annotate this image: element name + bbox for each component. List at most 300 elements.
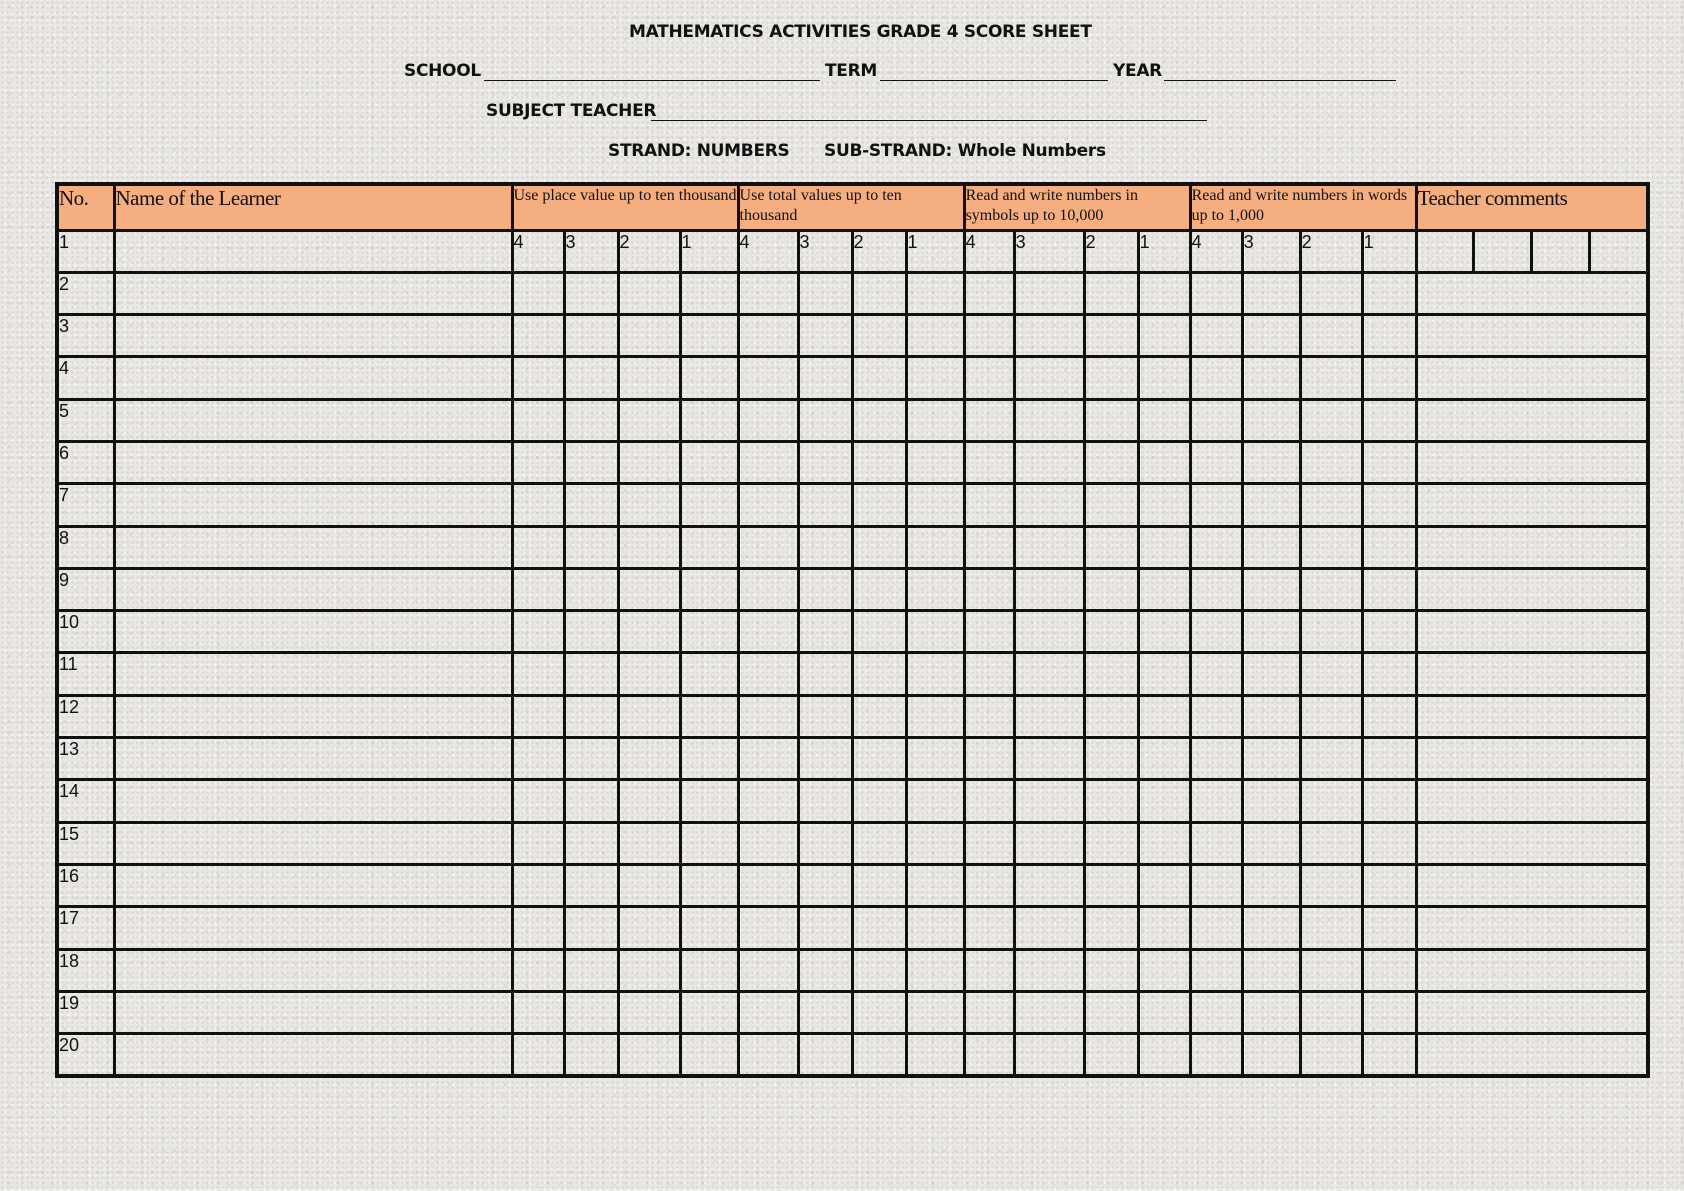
score-cell[interactable] [512, 568, 564, 610]
score-cell[interactable] [1014, 991, 1084, 1033]
score-cell[interactable] [1014, 526, 1084, 568]
score-level-cell[interactable]: 2 [1300, 230, 1362, 272]
score-cell[interactable] [852, 399, 906, 441]
score-cell[interactable] [1138, 484, 1190, 526]
score-cell[interactable] [1138, 441, 1190, 483]
score-cell[interactable] [1362, 315, 1416, 357]
score-cell[interactable] [1190, 738, 1242, 780]
subject-teacher-field-line[interactable] [651, 120, 1207, 121]
score-cell[interactable] [738, 441, 798, 483]
score-cell[interactable] [1084, 399, 1138, 441]
score-cell[interactable] [1362, 949, 1416, 991]
score-cell[interactable] [512, 653, 564, 695]
score-cell[interactable] [964, 441, 1014, 483]
score-cell[interactable] [564, 991, 618, 1033]
score-cell[interactable] [798, 315, 852, 357]
score-cell[interactable] [1138, 315, 1190, 357]
score-cell[interactable] [738, 272, 798, 314]
score-cell[interactable] [1242, 611, 1300, 653]
score-cell[interactable] [738, 1034, 798, 1076]
score-cell[interactable] [1242, 864, 1300, 906]
score-cell[interactable] [680, 315, 738, 357]
score-cell[interactable] [906, 991, 964, 1033]
score-cell[interactable] [1138, 611, 1190, 653]
score-cell[interactable] [1300, 568, 1362, 610]
score-cell[interactable] [798, 1034, 852, 1076]
score-cell[interactable] [1014, 949, 1084, 991]
score-cell[interactable] [618, 822, 680, 864]
learner-name-cell[interactable] [114, 991, 512, 1033]
score-cell[interactable] [618, 695, 680, 737]
score-cell[interactable] [680, 1034, 738, 1076]
score-cell[interactable] [1014, 907, 1084, 949]
teacher-comments-cell[interactable] [1416, 1034, 1648, 1076]
score-cell[interactable] [738, 611, 798, 653]
score-cell[interactable] [1138, 907, 1190, 949]
score-cell[interactable] [618, 949, 680, 991]
score-cell[interactable] [618, 484, 680, 526]
score-cell[interactable] [512, 526, 564, 568]
teacher-comments-cell[interactable] [1416, 822, 1648, 864]
learner-name-cell[interactable] [114, 441, 512, 483]
score-cell[interactable] [1362, 695, 1416, 737]
score-cell[interactable] [906, 864, 964, 906]
score-cell[interactable] [1242, 272, 1300, 314]
score-cell[interactable] [1300, 949, 1362, 991]
score-cell[interactable] [512, 738, 564, 780]
score-cell[interactable] [618, 907, 680, 949]
score-cell[interactable] [1084, 611, 1138, 653]
teacher-comments-cell[interactable] [1416, 441, 1648, 483]
score-cell[interactable] [738, 568, 798, 610]
score-cell[interactable] [1014, 399, 1084, 441]
score-cell[interactable] [512, 315, 564, 357]
score-cell[interactable] [1242, 822, 1300, 864]
score-cell[interactable] [564, 822, 618, 864]
learner-name-cell[interactable] [114, 568, 512, 610]
score-cell[interactable] [680, 484, 738, 526]
score-cell[interactable] [1300, 653, 1362, 695]
learner-name-cell[interactable] [114, 822, 512, 864]
score-cell[interactable] [1084, 315, 1138, 357]
score-cell[interactable] [1362, 738, 1416, 780]
score-cell[interactable] [564, 526, 618, 568]
score-cell[interactable] [680, 526, 738, 568]
score-cell[interactable] [852, 611, 906, 653]
learner-name-cell[interactable] [114, 864, 512, 906]
score-cell[interactable] [1014, 864, 1084, 906]
score-cell[interactable] [1300, 738, 1362, 780]
score-cell[interactable] [906, 907, 964, 949]
score-cell[interactable] [906, 1034, 964, 1076]
score-cell[interactable] [512, 1034, 564, 1076]
score-cell[interactable] [1084, 864, 1138, 906]
score-level-cell[interactable]: 4 [512, 230, 564, 272]
score-cell[interactable] [906, 526, 964, 568]
score-cell[interactable] [798, 568, 852, 610]
score-cell[interactable] [512, 907, 564, 949]
score-cell[interactable] [906, 357, 964, 399]
score-cell[interactable] [1242, 441, 1300, 483]
score-cell[interactable] [738, 822, 798, 864]
score-cell[interactable] [1242, 991, 1300, 1033]
score-cell[interactable] [1138, 399, 1190, 441]
score-cell[interactable] [1014, 822, 1084, 864]
score-cell[interactable] [964, 780, 1014, 822]
score-cell[interactable] [1084, 357, 1138, 399]
teacher-comments-cell[interactable] [1416, 399, 1648, 441]
score-cell[interactable] [1138, 653, 1190, 695]
learner-name-cell[interactable] [114, 526, 512, 568]
score-cell[interactable] [1300, 822, 1362, 864]
score-cell[interactable] [618, 991, 680, 1033]
score-cell[interactable] [1300, 526, 1362, 568]
score-cell[interactable] [1362, 441, 1416, 483]
score-cell[interactable] [680, 399, 738, 441]
score-cell[interactable] [738, 357, 798, 399]
score-cell[interactable] [1138, 526, 1190, 568]
score-cell[interactable] [680, 653, 738, 695]
score-cell[interactable] [852, 695, 906, 737]
score-cell[interactable] [512, 949, 564, 991]
score-cell[interactable] [1190, 441, 1242, 483]
score-cell[interactable] [1014, 568, 1084, 610]
score-cell[interactable] [852, 822, 906, 864]
score-level-cell[interactable]: 4 [738, 230, 798, 272]
score-cell[interactable] [1190, 653, 1242, 695]
learner-name-cell[interactable] [114, 272, 512, 314]
score-cell[interactable] [564, 653, 618, 695]
score-cell[interactable] [1014, 653, 1084, 695]
teacher-comments-cell[interactable] [1416, 864, 1648, 906]
score-cell[interactable] [964, 315, 1014, 357]
learner-name-cell[interactable] [114, 357, 512, 399]
score-cell[interactable] [1190, 526, 1242, 568]
score-cell[interactable] [738, 780, 798, 822]
score-cell[interactable] [1084, 991, 1138, 1033]
score-cell[interactable] [1300, 864, 1362, 906]
teacher-comments-cell[interactable] [1416, 949, 1648, 991]
score-cell[interactable] [564, 611, 618, 653]
score-cell[interactable] [738, 399, 798, 441]
score-cell[interactable] [798, 695, 852, 737]
score-cell[interactable] [738, 738, 798, 780]
score-cell[interactable] [1300, 357, 1362, 399]
learner-name-cell[interactable] [114, 780, 512, 822]
score-cell[interactable] [798, 526, 852, 568]
score-cell[interactable] [906, 611, 964, 653]
score-cell[interactable] [512, 864, 564, 906]
score-cell[interactable] [680, 695, 738, 737]
score-cell[interactable] [564, 907, 618, 949]
score-cell[interactable] [680, 441, 738, 483]
score-cell[interactable] [1362, 1034, 1416, 1076]
score-cell[interactable] [1242, 907, 1300, 949]
score-cell[interactable] [1242, 653, 1300, 695]
score-cell[interactable] [1014, 695, 1084, 737]
score-cell[interactable] [1014, 484, 1084, 526]
teacher-comments-cell[interactable] [1416, 991, 1648, 1033]
score-cell[interactable] [618, 611, 680, 653]
score-cell[interactable] [798, 949, 852, 991]
score-cell[interactable] [852, 484, 906, 526]
score-level-cell[interactable]: 2 [1084, 230, 1138, 272]
score-cell[interactable] [1014, 441, 1084, 483]
score-cell[interactable] [1242, 1034, 1300, 1076]
score-cell[interactable] [564, 695, 618, 737]
learner-name-cell[interactable] [114, 738, 512, 780]
score-cell[interactable] [1014, 272, 1084, 314]
score-level-cell[interactable]: 1 [1138, 230, 1190, 272]
score-cell[interactable] [512, 272, 564, 314]
score-cell[interactable] [1084, 272, 1138, 314]
score-cell[interactable] [964, 357, 1014, 399]
score-cell[interactable] [1138, 780, 1190, 822]
score-level-cell[interactable]: 2 [852, 230, 906, 272]
score-cell[interactable] [738, 484, 798, 526]
score-cell[interactable] [964, 949, 1014, 991]
score-cell[interactable] [564, 441, 618, 483]
score-cell[interactable] [512, 357, 564, 399]
score-cell[interactable] [1190, 822, 1242, 864]
score-cell[interactable] [618, 864, 680, 906]
score-level-cell[interactable]: 1 [680, 230, 738, 272]
score-cell[interactable] [738, 315, 798, 357]
score-level-cell[interactable]: 3 [1014, 230, 1084, 272]
score-cell[interactable] [1190, 357, 1242, 399]
score-cell[interactable] [738, 864, 798, 906]
score-cell[interactable] [1138, 568, 1190, 610]
teacher-comments-cell[interactable] [1416, 357, 1648, 399]
score-cell[interactable] [906, 949, 964, 991]
score-cell[interactable] [564, 568, 618, 610]
score-cell[interactable] [1084, 484, 1138, 526]
score-cell[interactable] [798, 991, 852, 1033]
score-cell[interactable] [1014, 1034, 1084, 1076]
score-cell[interactable] [512, 484, 564, 526]
score-cell[interactable] [738, 653, 798, 695]
score-cell[interactable] [1138, 822, 1190, 864]
teacher-comments-cell[interactable] [1416, 653, 1648, 695]
score-cell[interactable] [906, 695, 964, 737]
term-field-line[interactable] [880, 80, 1108, 81]
score-level-cell[interactable]: 3 [1242, 230, 1300, 272]
score-cell[interactable] [1242, 568, 1300, 610]
score-cell[interactable] [564, 399, 618, 441]
score-cell[interactable] [798, 441, 852, 483]
score-cell[interactable] [564, 315, 618, 357]
learner-name-cell[interactable] [114, 611, 512, 653]
score-cell[interactable] [564, 272, 618, 314]
score-cell[interactable] [564, 1034, 618, 1076]
score-level-cell[interactable]: 3 [798, 230, 852, 272]
score-cell[interactable] [1242, 484, 1300, 526]
score-cell[interactable] [1362, 864, 1416, 906]
score-cell[interactable] [1300, 991, 1362, 1033]
score-cell[interactable] [1014, 357, 1084, 399]
score-cell[interactable] [852, 738, 906, 780]
score-cell[interactable] [512, 611, 564, 653]
score-cell[interactable] [1138, 864, 1190, 906]
score-cell[interactable] [798, 484, 852, 526]
score-cell[interactable] [852, 526, 906, 568]
score-cell[interactable] [1362, 399, 1416, 441]
score-cell[interactable] [680, 272, 738, 314]
score-cell[interactable] [964, 864, 1014, 906]
score-cell[interactable] [852, 864, 906, 906]
score-cell[interactable] [564, 357, 618, 399]
score-cell[interactable] [738, 695, 798, 737]
score-cell[interactable] [618, 315, 680, 357]
score-cell[interactable] [906, 822, 964, 864]
score-cell[interactable] [798, 399, 852, 441]
score-cell[interactable] [798, 611, 852, 653]
learner-name-cell[interactable] [114, 949, 512, 991]
score-cell[interactable] [964, 1034, 1014, 1076]
score-cell[interactable] [1362, 272, 1416, 314]
score-cell[interactable] [798, 822, 852, 864]
score-cell[interactable] [618, 441, 680, 483]
score-cell[interactable] [1084, 526, 1138, 568]
score-cell[interactable] [1300, 1034, 1362, 1076]
score-cell[interactable] [1300, 272, 1362, 314]
score-cell[interactable] [1138, 272, 1190, 314]
score-cell[interactable] [852, 357, 906, 399]
year-field-line[interactable] [1164, 80, 1396, 81]
score-cell[interactable] [852, 315, 906, 357]
score-cell[interactable] [1084, 568, 1138, 610]
score-cell[interactable] [852, 780, 906, 822]
score-cell[interactable] [1014, 738, 1084, 780]
teacher-comments-cell[interactable] [1416, 526, 1648, 568]
score-cell[interactable] [1190, 484, 1242, 526]
score-cell[interactable] [964, 907, 1014, 949]
score-cell[interactable] [680, 568, 738, 610]
score-cell[interactable] [618, 526, 680, 568]
score-cell[interactable] [1242, 399, 1300, 441]
score-cell[interactable] [1084, 822, 1138, 864]
score-cell[interactable] [798, 780, 852, 822]
score-level-cell[interactable]: 4 [964, 230, 1014, 272]
score-cell[interactable] [1242, 780, 1300, 822]
score-cell[interactable] [1190, 568, 1242, 610]
score-cell[interactable] [1242, 738, 1300, 780]
score-cell[interactable] [798, 864, 852, 906]
score-cell[interactable] [1190, 1034, 1242, 1076]
score-cell[interactable] [1138, 991, 1190, 1033]
score-cell[interactable] [852, 907, 906, 949]
score-cell[interactable] [964, 526, 1014, 568]
score-cell[interactable] [906, 568, 964, 610]
score-cell[interactable] [964, 822, 1014, 864]
score-cell[interactable] [852, 949, 906, 991]
score-cell[interactable] [738, 907, 798, 949]
score-cell[interactable] [964, 272, 1014, 314]
score-cell[interactable] [564, 949, 618, 991]
score-level-cell[interactable]: 1 [1362, 230, 1416, 272]
score-cell[interactable] [798, 272, 852, 314]
score-cell[interactable] [798, 738, 852, 780]
score-cell[interactable] [1242, 315, 1300, 357]
score-cell[interactable] [852, 272, 906, 314]
score-cell[interactable] [1138, 738, 1190, 780]
score-cell[interactable] [680, 907, 738, 949]
score-cell[interactable] [852, 441, 906, 483]
score-cell[interactable] [1190, 399, 1242, 441]
score-cell[interactable] [964, 738, 1014, 780]
score-cell[interactable] [906, 441, 964, 483]
teacher-comments-cell[interactable] [1416, 611, 1648, 653]
score-cell[interactable] [1362, 568, 1416, 610]
score-cell[interactable] [1362, 991, 1416, 1033]
score-cell[interactable] [1138, 695, 1190, 737]
score-cell[interactable] [852, 653, 906, 695]
score-cell[interactable] [1138, 1034, 1190, 1076]
score-cell[interactable] [1300, 484, 1362, 526]
learner-name-cell[interactable] [114, 484, 512, 526]
teacher-comments-cell[interactable] [1416, 230, 1648, 272]
teacher-comments-cell[interactable] [1416, 738, 1648, 780]
score-cell[interactable] [906, 484, 964, 526]
score-cell[interactable] [618, 738, 680, 780]
teacher-comments-cell[interactable] [1416, 484, 1648, 526]
score-cell[interactable] [1300, 441, 1362, 483]
score-cell[interactable] [738, 949, 798, 991]
school-field-line[interactable] [484, 80, 820, 81]
score-cell[interactable] [512, 780, 564, 822]
learner-name-cell[interactable] [114, 653, 512, 695]
score-cell[interactable] [1190, 611, 1242, 653]
score-cell[interactable] [964, 611, 1014, 653]
score-cell[interactable] [512, 991, 564, 1033]
score-cell[interactable] [798, 907, 852, 949]
score-cell[interactable] [1300, 611, 1362, 653]
score-cell[interactable] [1190, 949, 1242, 991]
score-cell[interactable] [1362, 907, 1416, 949]
score-cell[interactable] [1014, 315, 1084, 357]
learner-name-cell[interactable] [114, 695, 512, 737]
learner-name-cell[interactable] [114, 1034, 512, 1076]
score-cell[interactable] [1362, 526, 1416, 568]
score-level-cell[interactable]: 3 [564, 230, 618, 272]
score-cell[interactable] [798, 653, 852, 695]
score-cell[interactable] [1084, 653, 1138, 695]
score-cell[interactable] [906, 272, 964, 314]
learner-name-cell[interactable] [114, 315, 512, 357]
score-cell[interactable] [906, 315, 964, 357]
score-cell[interactable] [1362, 780, 1416, 822]
score-cell[interactable] [680, 611, 738, 653]
score-cell[interactable] [1190, 695, 1242, 737]
score-cell[interactable] [1242, 526, 1300, 568]
score-cell[interactable] [512, 695, 564, 737]
score-cell[interactable] [852, 568, 906, 610]
teacher-comments-cell[interactable] [1416, 315, 1648, 357]
score-cell[interactable] [512, 822, 564, 864]
score-cell[interactable] [964, 568, 1014, 610]
score-cell[interactable] [1084, 1034, 1138, 1076]
score-cell[interactable] [964, 991, 1014, 1033]
score-level-cell[interactable]: 2 [618, 230, 680, 272]
learner-name-cell[interactable] [114, 399, 512, 441]
score-cell[interactable] [680, 738, 738, 780]
score-cell[interactable] [906, 399, 964, 441]
score-cell[interactable] [906, 738, 964, 780]
score-cell[interactable] [1190, 315, 1242, 357]
score-cell[interactable] [1084, 907, 1138, 949]
score-cell[interactable] [618, 653, 680, 695]
score-cell[interactable] [618, 272, 680, 314]
